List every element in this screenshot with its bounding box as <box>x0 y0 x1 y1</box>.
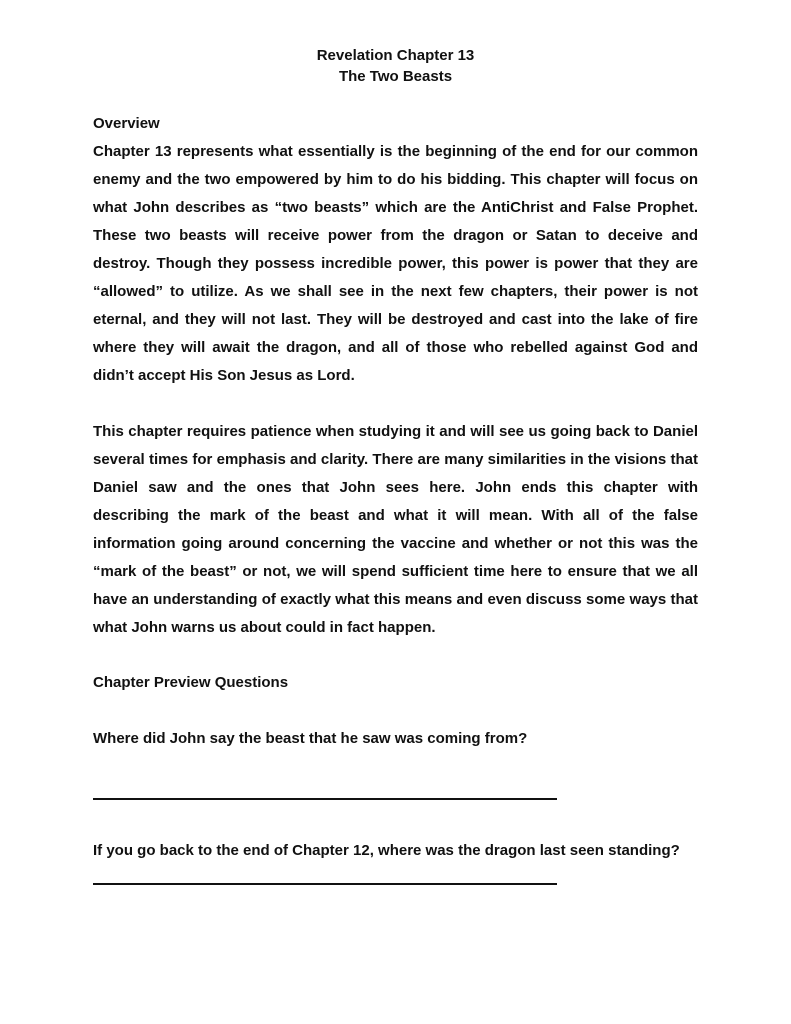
document-subtitle: The Two Beasts <box>338 68 453 85</box>
document-title: Revelation Chapter 13 <box>316 47 475 64</box>
answer-line-2[interactable] <box>93 883 557 885</box>
preview-heading: Chapter Preview Questions <box>93 674 289 691</box>
answer-line-1[interactable] <box>93 798 557 800</box>
preview-question-2: If you go back to the end of Chapter 12, where was the dragon last seen standing? <box>93 842 680 859</box>
overview-heading: Overview <box>93 115 160 132</box>
overview-paragraph-1: Chapter 13 represents what essentially is the beginning of the end for our common enemy and the two empowered by him to do his bidding. This chapter will focus on what John describes as “two beasts” which are the AntiChrist and False Prophet. These two beasts will receive power from the dragon or Satan to deceive and destroy. Though they possess incredible power, this power is power that they are “allowed” to utilize. As we shall see in the next few chapters, their power is not eternal, and they will not last. They will be destroyed and cast into the lake of fire where they will await the dragon, and all of those who rebelled against God and didn’t accept His Son Jesus as Lord. <box>93 143 698 384</box>
preview-question-1: Where did John say the beast that he saw was coming from? <box>93 730 528 747</box>
overview-paragraph-2: This chapter requires patience when studying it and will see us going back to Daniel several times for emphasis and clarity. There are many similarities in the visions that Daniel saw and the ones that John sees here. John ends this chapter with describing the mark of the beast and what it will mean. With all of the false information going around concerning the vaccine and whether or not this was the “mark of the beast” or not, we will spend sufficient time here to ensure that we all have an understanding of exactly what this means and even discuss some ways that what John warns us about could in fact happen. <box>93 423 698 636</box>
